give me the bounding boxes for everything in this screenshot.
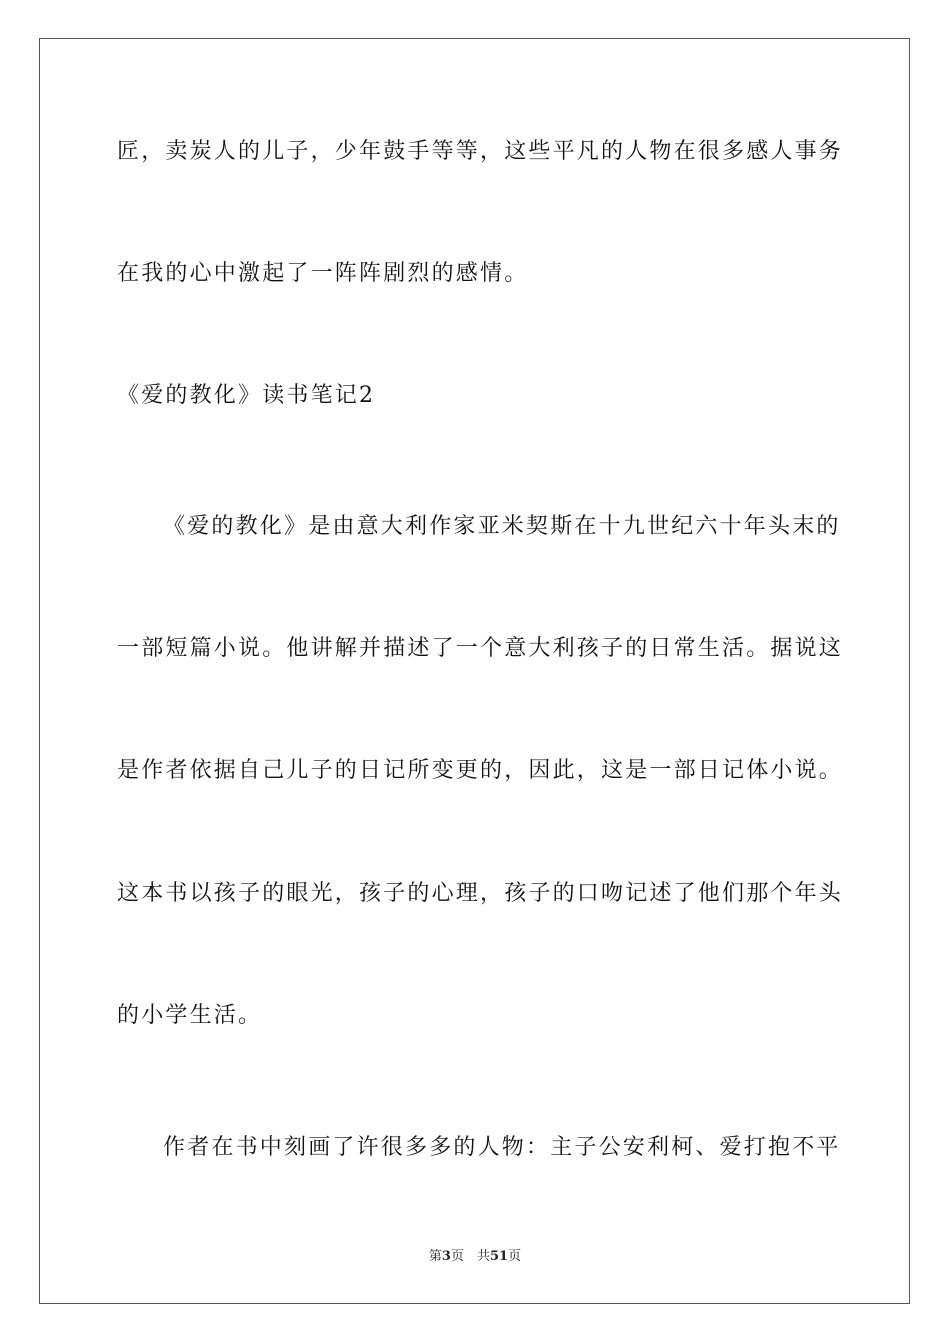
body-line-4: 一部短篇小说。他讲解并描述了一个意大利孩子的日常生活。据说这: [117, 636, 844, 661]
footer-suffix: 页: [508, 1249, 522, 1264]
footer-mid: 页 共: [450, 1249, 490, 1264]
body-line-6: 这本书以孩子的眼光，孩子的心理，孩子的口吻记述了他们那个年头: [117, 881, 844, 906]
body-line-3: 《爱的教化》是由意大利作家亚米契斯在十九世纪六十年头末的: [163, 514, 841, 539]
page-footer: [0, 1248, 950, 1266]
body-line-8: 作者在书中刻画了许很多多的人物：主子公安利柯、爱打抱不平: [163, 1135, 841, 1160]
body-line-1: 匠，卖炭人的儿子，少年鼓手等等，这些平凡的人物在很多感人事务: [117, 139, 844, 164]
body-line-5: 是作者依据自己儿子的日记所变更的，因此，这是一部日记体小说。: [117, 758, 844, 783]
body-line-2: 在我的心中激起了一阵阵剧烈的感情。: [117, 261, 529, 286]
page-border: [39, 38, 910, 1304]
footer-prefix: 第: [428, 1249, 442, 1264]
footer-total-pages: 51: [489, 1249, 509, 1264]
section-heading: 《爱的教化》读书笔记2: [117, 383, 376, 408]
body-line-7: 的小学生活。: [117, 1003, 263, 1028]
footer-current-page: 3: [441, 1249, 451, 1264]
